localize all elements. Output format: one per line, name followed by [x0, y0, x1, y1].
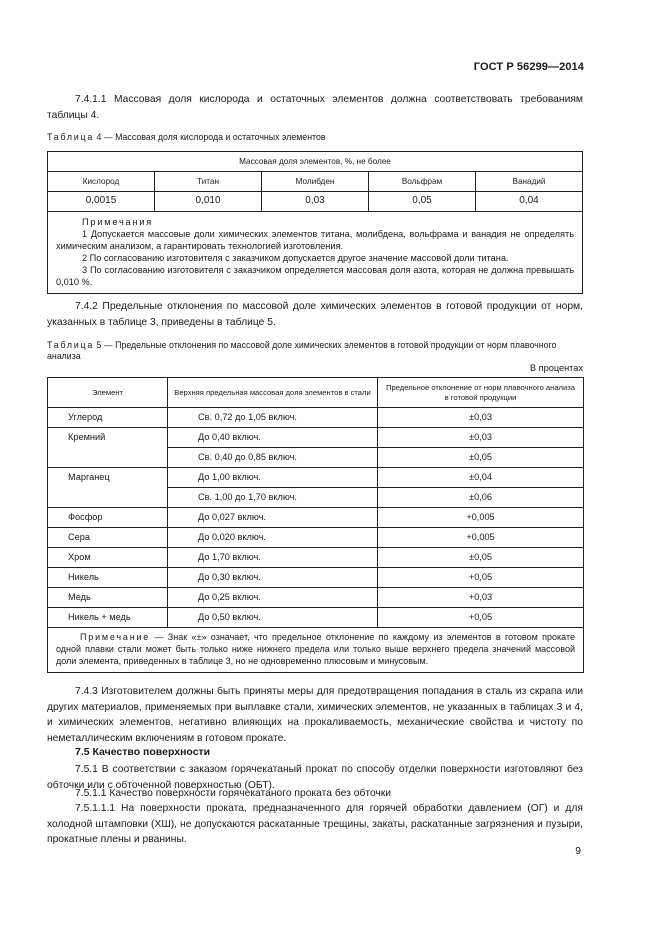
table-row — [48, 508, 584, 528]
table5-upper: Св. 0,40 до 0,85 включ. — [168, 448, 378, 468]
paragraph-7-5-1-1: 7.5.1.1 Качество поверхности горячекатаного проката без обточки — [75, 788, 392, 799]
table4-value-titanium: 0,010 — [155, 192, 262, 212]
table4-value-oxygen: 0,0015 — [48, 192, 155, 212]
table4-notes — [48, 212, 583, 294]
paragraph-7-4-1-1: 7.4.1.1 Массовая доля кислорода и остаточных элементов должна соответствовать требованиям таблицы 4. — [47, 94, 583, 121]
table4-value-tungsten: 0,05 — [369, 192, 476, 212]
table4-caption — [47, 132, 583, 143]
document-code: ГОСТ Р 56299—2014 — [473, 61, 584, 73]
table4-col-oxygen: Кислород — [48, 172, 155, 192]
table4-note-2: 2 По согласованию изготовителя с заказчиком допускается другое значение массовой доли титана. — [82, 253, 509, 263]
table5-upper: До 0,50 включ. — [168, 608, 378, 628]
table5-element: Фосфор — [48, 508, 168, 528]
paragraph-7-4-2: 7.4.2 Предельные отклонения по массовой доле химических элементов в готовой продукции от норм, указанных в таблице 3, приведены в таблице 5. — [47, 301, 583, 328]
section-heading-7-5: 7.5 Качество поверхности — [75, 746, 211, 758]
table-row — [48, 568, 584, 588]
table4-col-titanium: Титан — [155, 172, 262, 192]
table5-element: Марганец — [48, 468, 168, 508]
table5-upper: До 0,25 включ. — [168, 588, 378, 608]
table-4 — [47, 151, 583, 294]
paragraph-7-4-3: 7.4.3 Изготовителем должны быть приняты меры для предотвращения попадания в сталь из скрапа или других материалов, применяемых при выплавке стали, химических элементов, не указанных в таблицах 3 и 4, и химических элементов, негативно влияющих на прокаливаемость, механические свойства и чистоту по неметаллическим включениям в готовом прокате. — [47, 686, 583, 744]
paragraph-7-5-1: 7.5.1 В соответствии с заказом горячекатаный прокат по способу отделки поверхности изготовляют без обточки или с обточенной поверхностью (ОБТ). — [47, 764, 583, 791]
table4-values-row — [48, 192, 583, 212]
table4-col-tungsten: Вольфрам — [369, 172, 476, 192]
table5-deviation: +0,005 — [378, 508, 584, 528]
table5-deviation: +0,05 — [378, 608, 584, 628]
table5-deviation: ±0,05 — [378, 448, 584, 468]
table5-deviation: ±0,03 — [378, 408, 584, 428]
table5-deviation: ±0,06 — [378, 488, 584, 508]
table5-deviation: +0,03 — [378, 588, 584, 608]
table5-note-title: Примечание — [80, 632, 151, 642]
table5-upper: Св. 1,00 до 1,70 включ. — [168, 488, 378, 508]
table5-element: Хром — [48, 548, 168, 568]
table5-deviation: +0,05 — [378, 568, 584, 588]
table5-header-deviation: Предельное отклонение от норм плавочного анализа в готовой продукции — [378, 378, 584, 408]
table-row — [48, 608, 584, 628]
table4-caption-text: 4 — Массовая доля кислорода и остаточных элементов — [94, 132, 326, 142]
table5-upper: До 0,40 включ. — [168, 428, 378, 448]
table5-caption-text: 5 — Предельные отклонения по массовой доле химических элементов в готовой продукции от норм плавочного анализа — [47, 340, 557, 361]
table5-upper: До 0,027 включ. — [168, 508, 378, 528]
table5-upper: До 0,020 включ. — [168, 528, 378, 548]
table4-note-1: 1 Допускается массовые доли химических элементов титана, молибдена, вольфрама и ванадия не определять химическим анализом, а гарантировать технологией изготовления. — [56, 229, 574, 251]
table-row — [48, 408, 584, 428]
table-row — [48, 428, 584, 448]
paragraph-7-5-1-1-1: 7.5.1.1.1 На поверхности проката, предназначенного для горячей обработки давлением (ОГ) и для холодной штамповки (ХШ), не допускаются раскатанные трещины, закаты, раскатанные загрязнения и пузыри, прокатные плены и рванины. — [47, 803, 583, 845]
table4-notes-row — [48, 212, 583, 294]
table-5 — [47, 377, 584, 673]
table-row — [48, 588, 584, 608]
table4-group-header: Массовая доля элементов, %, не более — [48, 152, 583, 172]
table5-upper: До 1,00 включ. — [168, 468, 378, 488]
table5-upper: Св. 0,72 до 1,05 включ. — [168, 408, 378, 428]
table5-deviation: ±0,05 — [378, 548, 584, 568]
table5-element: Сера — [48, 528, 168, 548]
table-row — [48, 468, 584, 488]
table4-col-vanadium: Ванадий — [476, 172, 583, 192]
table5-element: Кремний — [48, 428, 168, 468]
table-row — [48, 528, 584, 548]
table5-element: Никель + медь — [48, 608, 168, 628]
table4-caption-prefix: Таблица — [47, 132, 95, 142]
table5-units: В процентах — [529, 363, 583, 373]
table5-element: Никель — [48, 568, 168, 588]
table5-note-row — [48, 628, 584, 673]
table4-column-header-row — [48, 172, 583, 192]
table5-upper: До 1,70 включ. — [168, 548, 378, 568]
table-row — [48, 548, 584, 568]
table5-header-upper: Верхняя предельная массовая доля элементов в стали — [168, 378, 378, 408]
table5-element: Медь — [48, 588, 168, 608]
table5-header-row — [48, 378, 584, 408]
table5-deviation: ±0,03 — [378, 428, 584, 448]
table4-col-molybdenum: Молибден — [262, 172, 369, 192]
table5-deviation: ±0,04 — [378, 468, 584, 488]
page-number: 9 — [575, 846, 581, 857]
table4-value-vanadium: 0,04 — [476, 192, 583, 212]
table5-caption-prefix: Таблица — [47, 340, 95, 350]
table4-group-header-row — [48, 152, 583, 172]
table5-element: Углерод — [48, 408, 168, 428]
table4-notes-title: Примечания — [82, 217, 154, 227]
table5-note-text: — Знак «±» означает, что предельное отклонение по каждому из элементов в готовом прокате одной плавки стали может быть только ниже нижнего предела или только выше верхнего предела значений массовой доли элемента, приведенных в таблице 3, но не одновременно плюсовым и минусовым. — [56, 632, 575, 666]
table5-upper: До 0,30 включ. — [168, 568, 378, 588]
table5-header-element: Элемент — [48, 378, 168, 408]
table5-deviation: +0,005 — [378, 528, 584, 548]
table4-value-molybdenum: 0,03 — [262, 192, 369, 212]
table4-note-3: 3 По согласованию изготовителя с заказчиком определяется массовая доля азота, которая не должна превышать 0,010 %. — [56, 265, 574, 287]
table5-note — [48, 628, 584, 673]
table5-caption — [47, 340, 583, 362]
